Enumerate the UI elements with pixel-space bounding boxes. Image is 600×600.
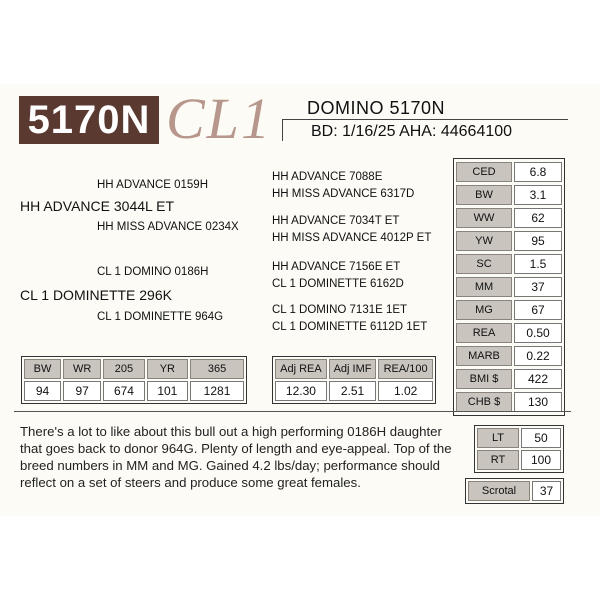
epd-value: 6.8 — [514, 162, 562, 182]
epd-label: BW — [456, 185, 512, 205]
dam-dam: CL 1 DOMINETTE 964G — [97, 311, 224, 323]
perf-header: 365 — [190, 359, 244, 379]
epd-label: MM — [456, 277, 512, 297]
epd-value: 130 — [514, 392, 562, 412]
sire-dam: HH MISS ADVANCE 0234X — [97, 221, 239, 233]
lt-value: 50 — [521, 428, 561, 448]
epd-value: 422 — [514, 369, 562, 389]
rt-value: 100 — [521, 450, 561, 470]
perf-value: 674 — [103, 381, 144, 401]
epd-value: 37 — [514, 277, 562, 297]
g3-ancestor: HH ADVANCE 7156E ET — [272, 261, 401, 273]
epd-label: CHB $ — [456, 392, 512, 412]
epd-value: 0.50 — [514, 323, 562, 343]
lt-rt-table — [474, 425, 564, 473]
perf-header: YR — [147, 359, 188, 379]
scrotal-table — [465, 478, 564, 504]
perf-value: 101 — [147, 381, 188, 401]
carcass-header: REA/100 — [378, 359, 433, 379]
perf-header: 205 — [103, 359, 144, 379]
performance-table — [21, 356, 247, 404]
logo-text: CL1 — [166, 88, 272, 150]
section-divider — [14, 411, 571, 412]
carcass-header: Adj IMF — [329, 359, 376, 379]
g3-ancestor: HH ADVANCE 7034T ET — [272, 215, 400, 227]
animal-name: DOMINO 5170N — [307, 98, 446, 118]
cl1-brand-logo — [162, 88, 277, 150]
epd-label: MG — [456, 300, 512, 320]
header-vertical-rule — [282, 119, 283, 141]
epd-label: BMI $ — [456, 369, 512, 389]
carcass-value: 12.30 — [275, 381, 327, 401]
epd-label: SC — [456, 254, 512, 274]
header-rule — [282, 119, 568, 120]
epd-value: 95 — [514, 231, 562, 251]
perf-value: 1281 — [190, 381, 244, 401]
epd-label: MARB — [456, 346, 512, 366]
perf-value: 94 — [24, 381, 61, 401]
epd-value: 3.1 — [514, 185, 562, 205]
epd-label: CED — [456, 162, 512, 182]
dam-sire: CL 1 DOMINO 0186H — [97, 266, 209, 278]
carcass-value: 1.02 — [378, 381, 433, 401]
epd-label: YW — [456, 231, 512, 251]
carcass-value: 2.51 — [329, 381, 376, 401]
epd-value: 67 — [514, 300, 562, 320]
scrotal-value: 37 — [532, 481, 561, 501]
g3-ancestor: HH MISS ADVANCE 4012P ET — [272, 232, 432, 244]
g3-ancestor: CL 1 DOMINO 7131E 1ET — [272, 304, 408, 316]
g3-ancestor: CL 1 DOMINETTE 6162D — [272, 278, 404, 290]
perf-header: BW — [24, 359, 61, 379]
carcass-table — [272, 356, 436, 404]
sire-sire: HH ADVANCE 0159H — [97, 179, 208, 191]
epd-value: 1.5 — [514, 254, 562, 274]
scrotal-label: Scrotal — [468, 481, 530, 501]
g3-ancestor: HH ADVANCE 7088E — [272, 171, 383, 183]
birth-date-registration: BD: 1/16/25 AHA: 44664100 — [311, 123, 513, 140]
rt-label: RT — [477, 450, 519, 470]
epd-table — [453, 158, 565, 416]
sire: HH ADVANCE 3044L ET — [20, 198, 175, 214]
dam: CL 1 DOMINETTE 296K — [20, 287, 172, 303]
lt-label: LT — [477, 428, 519, 448]
comment-text: There's a lot to like about this bull out a high performing 0186H daughter that goes back to donor 964G. Plenty of length and eye-appeal. Top of the breed numbers in MM and MG. Gained 4.2 lbs/day; performance should reflect on a set of steers and produce some great females. — [20, 424, 452, 490]
epd-value: 0.22 — [514, 346, 562, 366]
epd-value: 62 — [514, 208, 562, 228]
g3-ancestor: HH MISS ADVANCE 6317D — [272, 188, 415, 200]
epd-label: REA — [456, 323, 512, 343]
epd-label: WW — [456, 208, 512, 228]
carcass-header: Adj REA — [275, 359, 327, 379]
lot-number-badge: 5170N — [19, 96, 159, 144]
perf-value: 97 — [63, 381, 101, 401]
perf-header: WR — [63, 359, 101, 379]
g3-ancestor: CL 1 DOMINETTE 6112D 1ET — [272, 321, 428, 333]
